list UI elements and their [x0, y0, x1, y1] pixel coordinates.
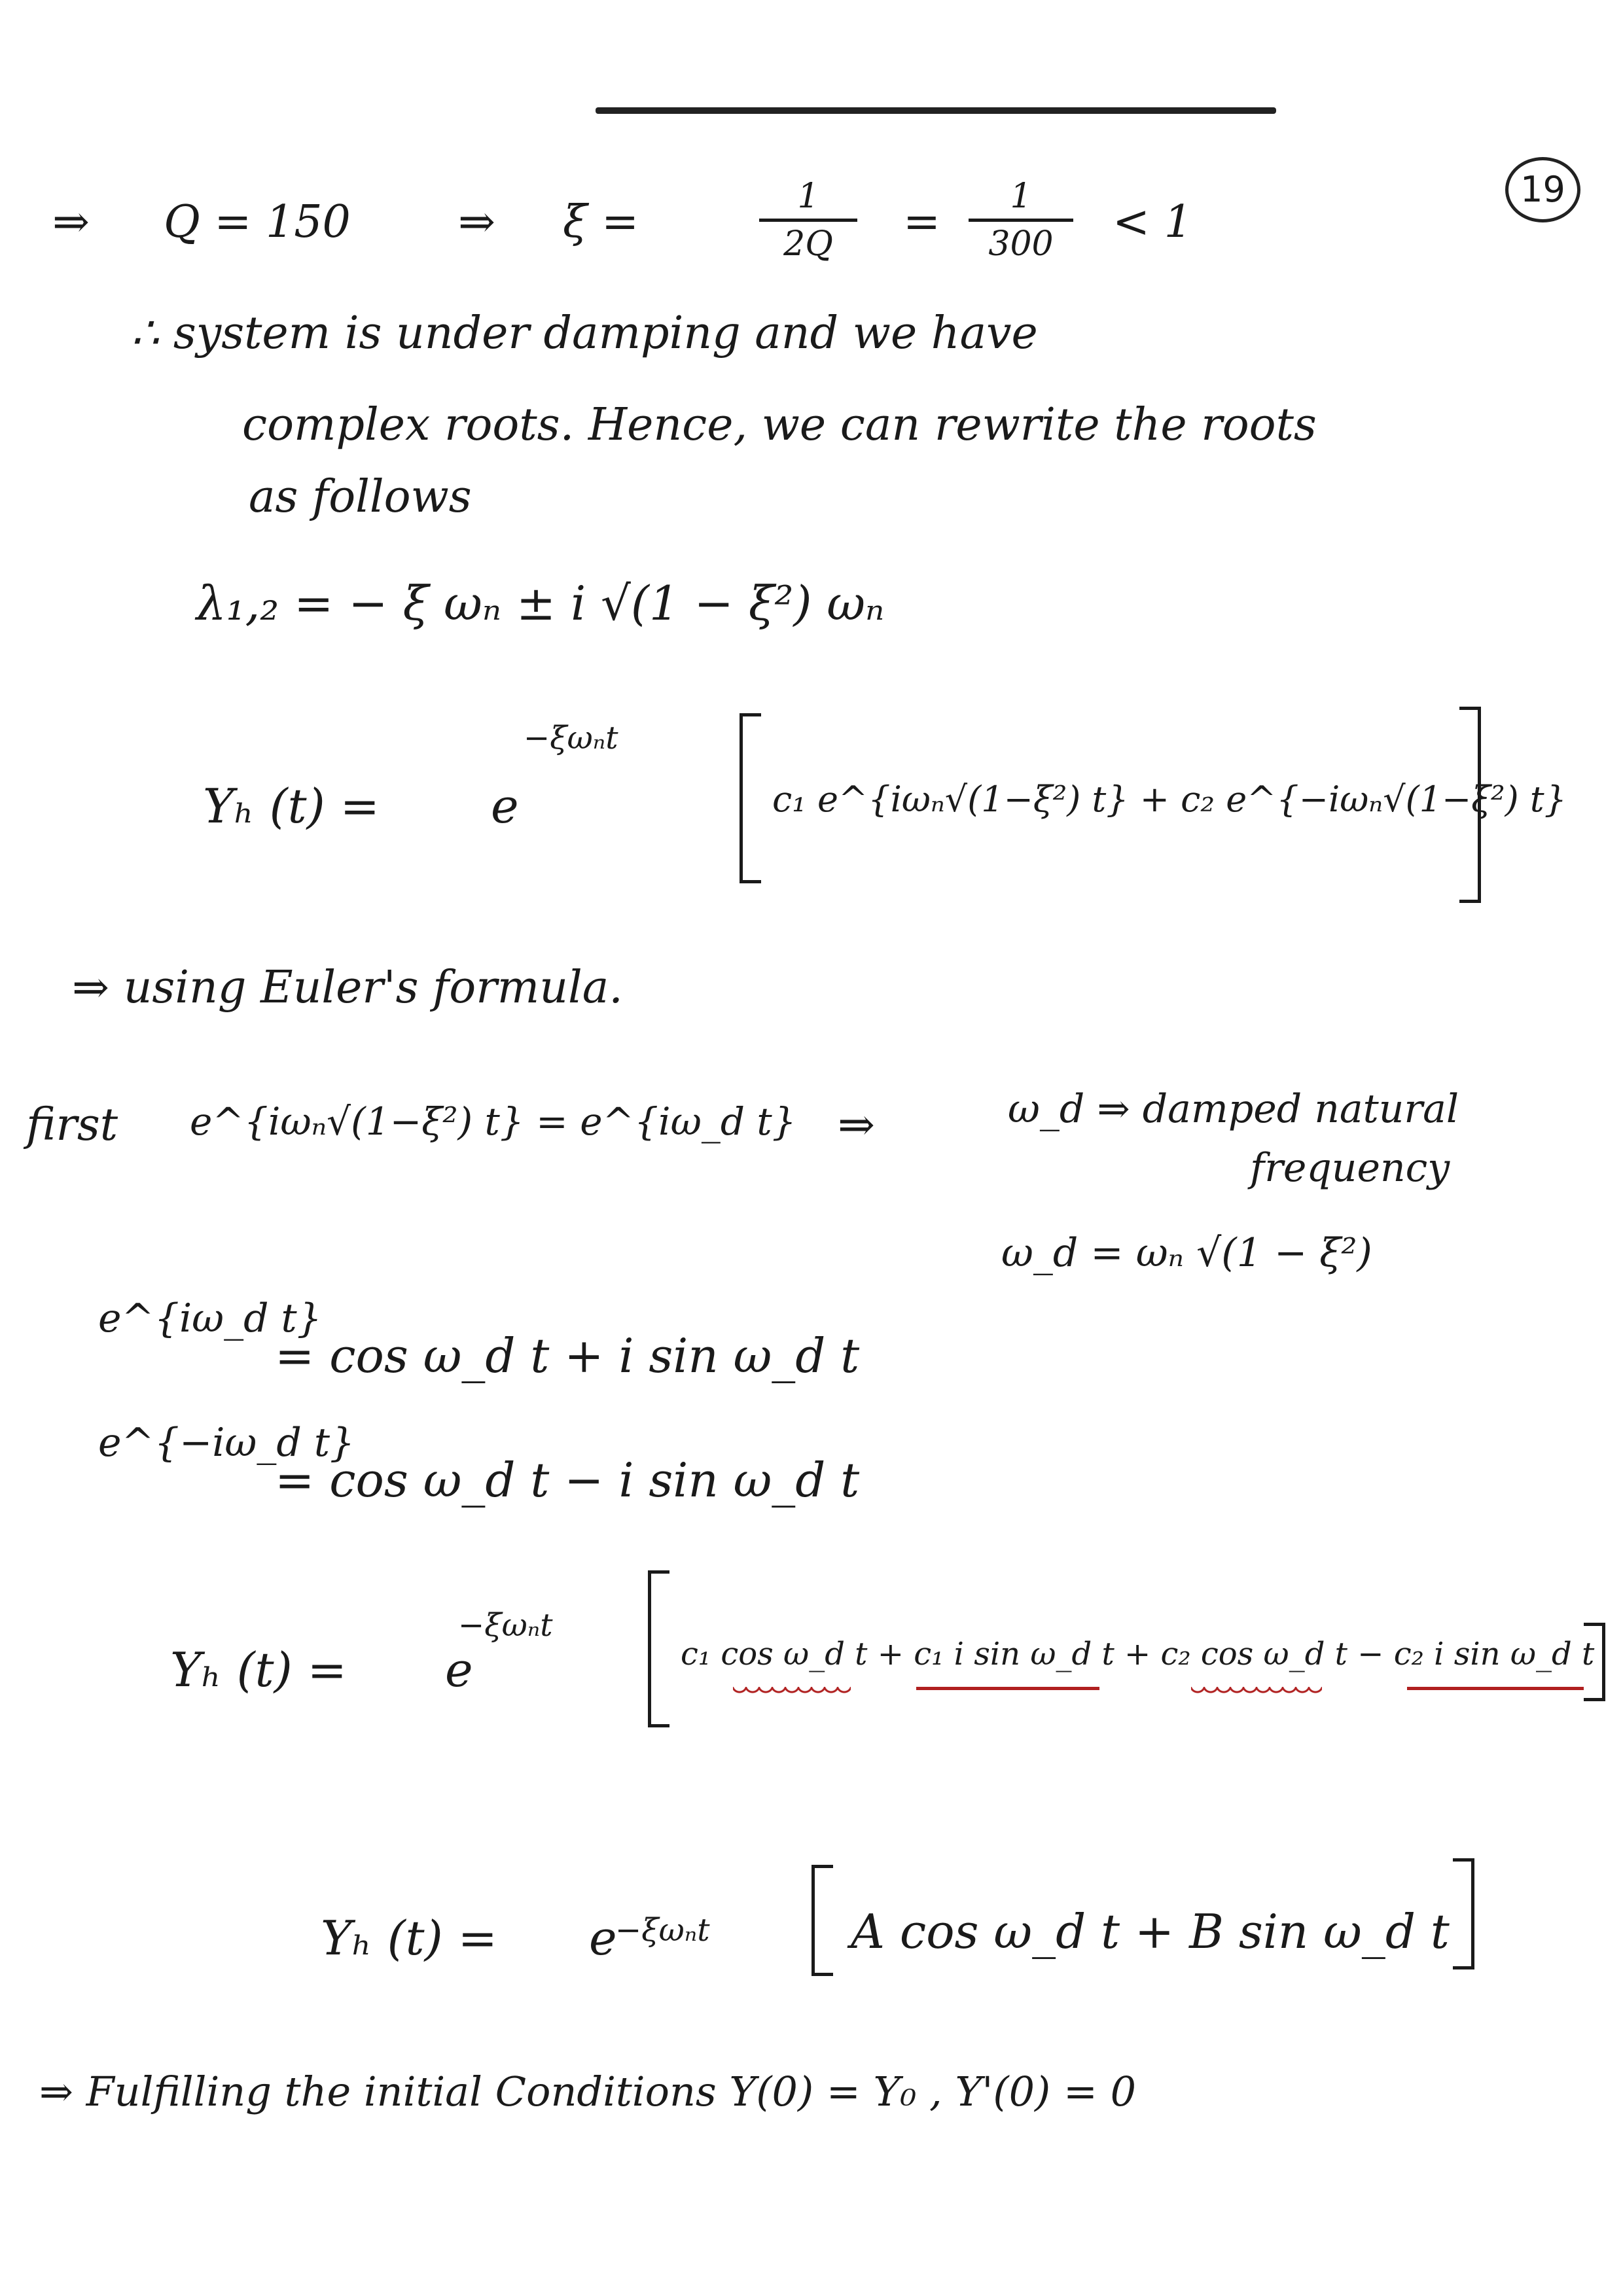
first-label: first [26, 1099, 118, 1151]
yh3-left-bracket [812, 1865, 833, 1976]
yh1-exp-base: e [491, 779, 519, 834]
euler1-lhs: e^{iω_d t} [98, 1296, 322, 1341]
wd-definition: ω_d = ωₙ √(1 − ξ²) [1001, 1230, 1372, 1276]
line1-xi: ξ = [563, 196, 639, 248]
euler2-rhs: = cos ω_d t − i sin ω_d t [275, 1453, 860, 1508]
yh3-lhs: Yₕ (t) = [321, 1911, 497, 1966]
yh2-exp-base: e [445, 1642, 473, 1697]
euler1-rhs: = cos ω_d t + i sin ω_d t [275, 1328, 860, 1383]
euler2-lhs: e^{−iω_d t} [98, 1420, 355, 1466]
line1-q-value: Q = 150 [164, 196, 351, 248]
yh1-right-bracket [1459, 707, 1481, 903]
yh2-exponent: −ξωₙt [458, 1607, 553, 1644]
yh3-exponent: −ξωₙt [615, 1912, 710, 1949]
frac2-denominator: 300 [988, 224, 1054, 264]
yh2-left-bracket [648, 1570, 669, 1727]
fraction-1-over-2q [759, 177, 857, 264]
text-underdamping: ∴ system is under damping and we have [131, 308, 1038, 359]
frac1-denominator: 2Q [783, 224, 833, 264]
yh1-exponent: −ξωₙt [524, 720, 618, 756]
fraction-1-over-300 [969, 177, 1073, 264]
yh3-inner: A cos ω_d t + B sin ω_d t [851, 1904, 1450, 1959]
page-number-circle: 19 [1505, 157, 1580, 222]
text-initial-conditions: ⇒ Fulfilling the initial Conditions Y(0) = Y₀ , Y'(0) = 0 [39, 2068, 1137, 2115]
eq-roots-lambda: λ₁,₂ = − ξ ωₙ ± i √(1 − ξ²) ωₙ [196, 576, 885, 631]
text-using-euler: ⇒ using Euler's formula. [72, 962, 623, 1014]
straight-underline-1 [916, 1687, 1099, 1690]
first-expression: e^{iωₙ√(1−ξ²) t} = e^{iω_d t} [190, 1099, 796, 1144]
frac1-bar [759, 219, 857, 222]
frac2-bar [969, 219, 1073, 222]
yh3-exp-base: e [589, 1911, 617, 1966]
yh2-right-bracket [1584, 1623, 1605, 1701]
yh1-inner: c₁ e^{iωₙ√(1−ξ²) t} + c₂ e^{−iωₙ√(1−ξ²) t} [772, 779, 1567, 820]
frac1-numerator: 1 [797, 177, 819, 216]
line1-equals: = [903, 196, 940, 248]
yh1-left-bracket [740, 713, 761, 883]
text-as-follows: as follows [249, 471, 472, 523]
first-arrow: ⇒ [838, 1099, 875, 1151]
straight-underline-2 [1407, 1687, 1584, 1690]
text-complex-roots: complex roots. Hence, we can rewrite the roots [242, 399, 1317, 451]
frac2-numerator: 1 [1010, 177, 1032, 216]
note-frequency: frequency [1250, 1145, 1450, 1191]
yh2-lhs: Yₕ (t) = [170, 1642, 347, 1697]
wavy-underline-2 [1191, 1687, 1322, 1696]
line1-arrow2: ⇒ [458, 196, 495, 248]
line1-arrow: ⇒ [52, 196, 90, 248]
wavy-underline-1 [733, 1687, 851, 1696]
line1-less-than-one: < 1 [1113, 196, 1192, 248]
yh1-lhs: Yₕ (t) = [203, 779, 380, 834]
note-damped-natural: ω_d ⇒ damped natural [1008, 1086, 1459, 1132]
yh2-inner: c₁ cos ω_d t + c₁ i sin ω_d t + c₂ cos ω_d t − c₂ i sin ω_d t [681, 1636, 1595, 1672]
yh3-right-bracket [1453, 1858, 1474, 1969]
top-pen-stroke [596, 107, 1276, 114]
